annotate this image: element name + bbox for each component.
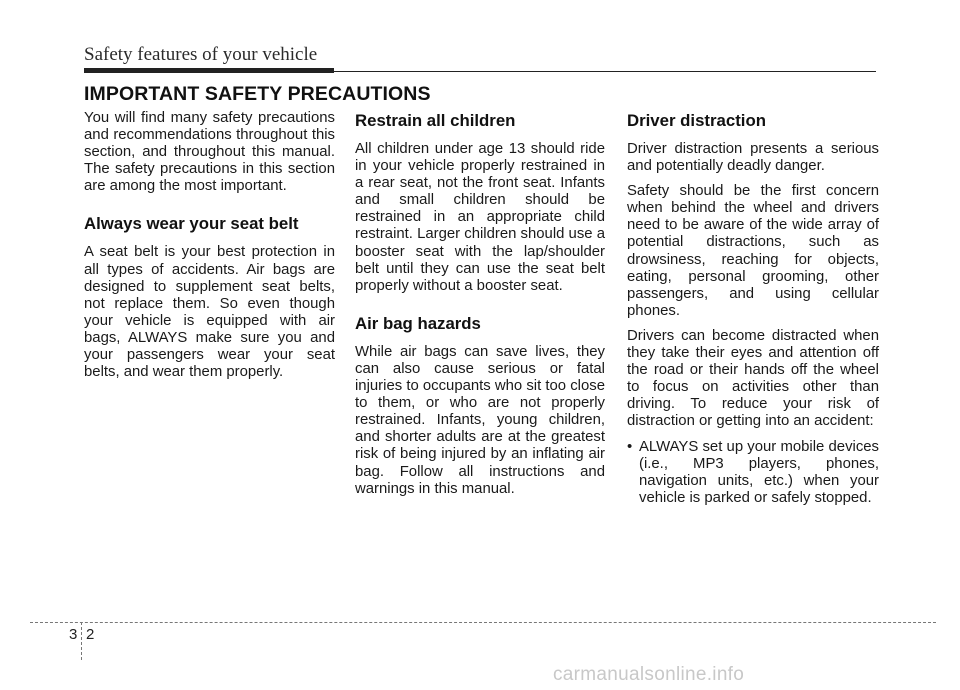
bullet-item (627, 439, 879, 507)
air-bag-hazards-paragraph: While air bags can save lives, they can also cause serious or fatal injuries to occupants who sit too close to them, or who are not properly restrained. Infants, young children, and shorter adults are at the greatest risk of being injured by an inflating air bag. Follow all instructions and warnings in this manual. (355, 343, 605, 497)
heading-air-bag-hazards: Air bag hazards (355, 313, 481, 333)
watermark: carmanualsonline.info (553, 664, 745, 685)
bullet-text: ALWAYS set up your mobile devices (i.e., MP3 players, phones, navigation units, etc.) when your vehicle is parked or safely stopped. (639, 438, 879, 506)
driver-distraction-paragraph-2: Safety should be the first concern when behind the wheel and drivers need to be aware of the wide array of potential distractions, such as drowsiness, reaching for objects, eating, personal grooming, other passengers, and using cellular phones. (627, 183, 879, 319)
column-1 (84, 110, 335, 389)
bullet-dot: • (627, 438, 633, 455)
driver-distraction-paragraph-1: Driver distraction presents a serious and potentially deadly danger. (627, 141, 879, 175)
intro-paragraph: You will find many safety precautions and recommendations throughout this section, and throughout this manual. The safety precautions in this section are among the most important. (84, 110, 335, 195)
section-title: IMPORTANT SAFETY PRECAUTIONS (84, 83, 431, 105)
heading-driver-distraction: Driver distraction (627, 111, 766, 130)
chapter-number: 3 (69, 626, 78, 643)
column-2 (355, 110, 605, 506)
footer-page-divider (81, 622, 82, 660)
heading-seat-belt: Always wear your seat belt (84, 214, 299, 234)
header-rule-thin (334, 71, 876, 72)
seat-belt-paragraph: A seat belt is your best protection in all types of accidents. Air bags are designed to supplement seat belts, not replace them. So even though your vehicle is equipped with air bags, ALWAYS make sure you and your passengers wear your seat belts, and wear them properly. (84, 244, 335, 381)
driver-distraction-paragraph-3: Drivers can become distracted when they take their eyes and attention off the road or their hands off the wheel to focus on activities other than driving. To reduce your risk of distraction or getting into an accident: (627, 327, 879, 430)
running-header-title: Safety features of your vehicle (84, 44, 318, 65)
heading-restrain-children: Restrain all children (355, 111, 516, 130)
header-rule-thick (84, 68, 334, 73)
footer-divider (30, 622, 936, 623)
restrain-children-paragraph: All children under age 13 should ride in your vehicle properly restrained in a rear seat, not the front seat. Infants and small children should be restrained in an appropriate child restraint. Larger children should use a booster seat with the lap/shoulder belt until they can use the seat belt properly without a booster seat. (355, 141, 605, 294)
column-3 (627, 110, 879, 507)
page-number: 2 (86, 626, 95, 643)
